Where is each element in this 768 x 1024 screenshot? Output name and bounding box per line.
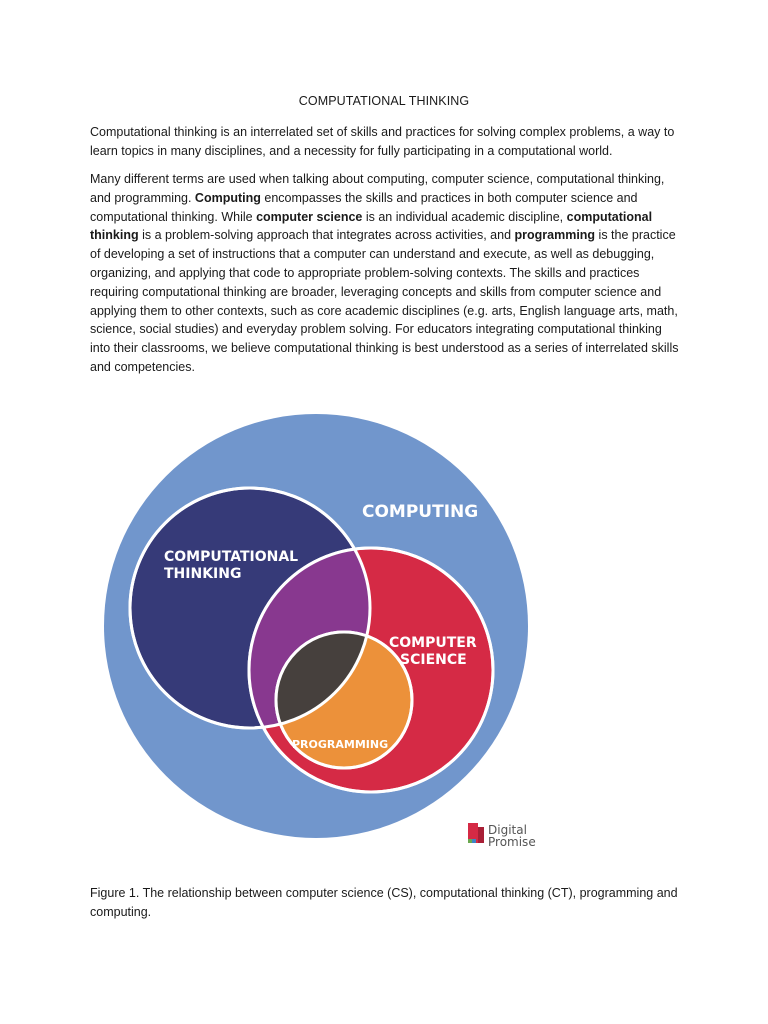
terms-paragraph [90,170,680,377]
digital-promise-logo [468,823,536,849]
programming-label: PROGRAMMING [292,738,389,751]
document-title: COMPUTATIONAL THINKING [298,94,470,108]
bold-term-computational-thinking: computational thinking [90,209,653,243]
paragraph-text: is the practice of developing a set of instructions that a computer can understand and execute, as well as debugging, organizing, and applying that code to appropriate problem-solving contexts. The skills and practices requiring computational thinking are broader, leveraging concepts and skills from computer science and applying them to other contexts, such as core academic disciplines (e.g. arts, English language arts, math, science, social studies) and everyday problem solving. For educators integrating computational thinking into their classrooms, we believe computational thinking is best understood as a series of interrelated skills and competencies. [90,228,679,374]
logo-text-line2: Promise [488,835,536,849]
paragraph-text: encompasses the skills and practices in both computer science and computational thinking. While [90,190,638,224]
cs-label-line2: SCIENCE [400,652,467,668]
logo-text-line1: Digital [488,823,527,837]
cs-label-line1: COMPUTER [389,635,477,651]
bold-term-computer-science: computer science [256,209,363,224]
venn-diagram [96,398,556,858]
computing-label: COMPUTING [362,502,479,522]
intro-paragraph: Computational thinking is an interrelated set of skills and practices for solving complex problems, a way to learn topics in many disciplines, and a necessity for fully participating in a computational world. [90,125,675,158]
ct-label-line2: THINKING [164,566,242,582]
bold-term-programming: programming [514,228,596,243]
paragraph-text: is an individual academic discipline, [362,209,567,224]
paragraph-text: Many different terms are used when talking about computing, computer science, computational thinking, and programming. [90,172,665,205]
ct-label-line1: COMPUTATIONAL [164,549,299,565]
bold-term-computing: Computing [194,190,261,205]
figure-caption: Figure 1. The relationship between computer science (CS), computational thinking (CT), programming and computing. [90,886,678,919]
paragraph-text: is a problem-solving approach that integrates across activities, and [138,228,515,243]
